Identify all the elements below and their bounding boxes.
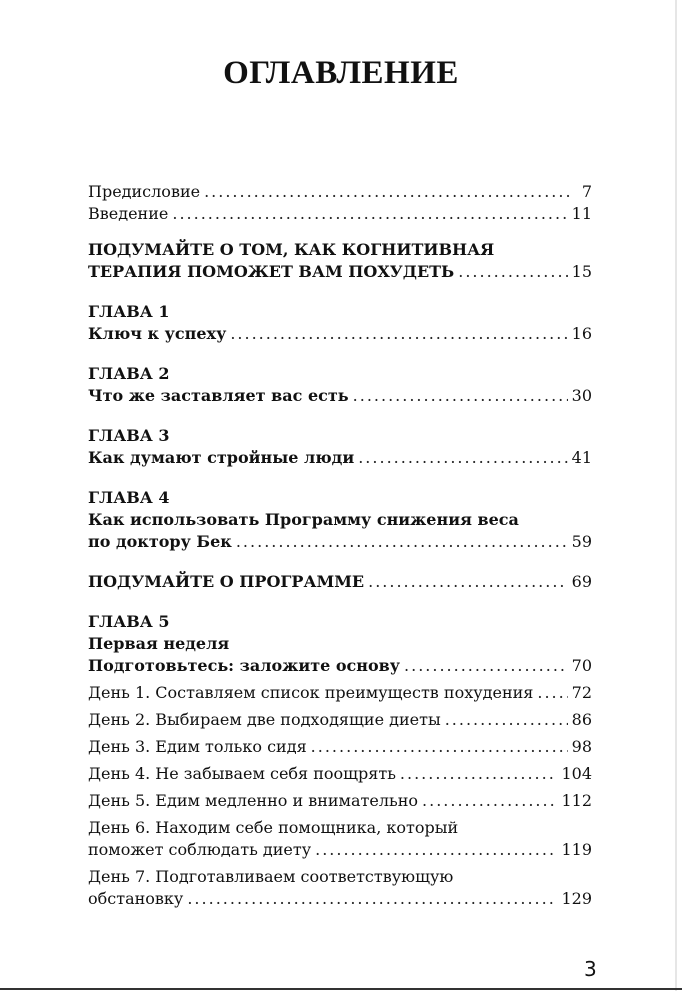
toc-entry-page: 112 <box>561 791 592 810</box>
leader-dots <box>368 571 568 593</box>
chapter-heading: ГЛАВА 1 <box>88 302 170 321</box>
toc-entry-day1 <box>88 682 592 704</box>
toc-entry-label: Введение <box>88 204 169 223</box>
toc-entry-page: 129 <box>561 889 592 908</box>
toc-entry-day3 <box>88 736 592 758</box>
toc-entry-chapter4 <box>88 531 592 553</box>
toc-entry-page: 72 <box>571 683 592 702</box>
toc-entry-page: 69 <box>571 572 592 591</box>
toc-entry-day4 <box>88 763 592 785</box>
page-edge <box>675 0 677 991</box>
leader-dots <box>230 323 567 345</box>
toc-entry-label: поможет соблюдать диету <box>88 840 312 859</box>
page-title: ОГЛАВЛЕНИЕ <box>223 55 459 91</box>
leader-dots <box>445 709 568 731</box>
toc-entry-label: День 3. Едим только сидя <box>88 737 307 756</box>
toc-entry-page: 98 <box>571 737 592 756</box>
toc-entry-line: День 7. Подготавливаем соответствующую <box>88 867 454 886</box>
toc-entry-line: День 6. Находим себе помощника, который <box>88 818 459 837</box>
toc-entry-page: 16 <box>571 324 592 343</box>
toc-entry-label: День 5. Едим медленно и внимательно <box>88 791 419 810</box>
chapter-subtitle: Первая неделя <box>88 634 230 653</box>
chapter-heading: ГЛАВА 2 <box>88 364 170 383</box>
page-number: 3 <box>584 957 597 981</box>
leader-dots <box>358 447 567 469</box>
leader-dots <box>537 682 567 704</box>
leader-dots <box>172 203 567 225</box>
leader-dots <box>204 181 572 203</box>
toc-entry-label: Подготовьтесь: заложите основу <box>88 656 401 675</box>
toc-entry-label: Предисловие <box>88 182 201 201</box>
toc-entry-day2 <box>88 709 592 731</box>
leader-dots <box>404 655 568 677</box>
leader-dots <box>187 888 557 910</box>
toc-entry-label: Как думают стройные люди <box>88 448 355 467</box>
toc-entry-page: 104 <box>561 764 592 783</box>
toc-entry-day6 <box>88 839 592 861</box>
leader-dots <box>458 261 567 283</box>
chapter-heading: ГЛАВА 4 <box>88 488 170 507</box>
toc-entry-label: ТЕРАПИЯ ПОМОЖЕТ ВАМ ПОХУДЕТЬ <box>88 262 455 281</box>
chapter-heading: ГЛАВА 3 <box>88 426 170 445</box>
table-of-contents <box>88 181 592 910</box>
toc-entry-label: День 4. Не забываем себя поощрять <box>88 764 396 783</box>
toc-entry-page: 86 <box>571 710 592 729</box>
toc-entry-chapter2 <box>88 385 592 407</box>
toc-entry-preface <box>88 181 592 203</box>
leader-dots <box>236 531 568 553</box>
toc-entry-chapter5 <box>88 655 592 677</box>
leader-dots <box>422 790 557 812</box>
toc-entry-label: Ключ к успеху <box>88 324 227 343</box>
toc-entry-label: День 2. Выбираем две подходящие диеты <box>88 710 441 729</box>
leader-dots <box>315 839 557 861</box>
toc-entry-chapter1 <box>88 323 592 345</box>
toc-entry-page: 15 <box>571 262 592 281</box>
toc-entry-day5 <box>88 790 592 812</box>
toc-entry-label: Что же заставляет вас есть <box>88 386 349 405</box>
toc-entry-part1 <box>88 261 592 283</box>
page-bottom-border <box>0 988 682 990</box>
leader-dots <box>353 385 568 407</box>
toc-entry-page: 70 <box>571 656 592 675</box>
chapter-title-line: Как использовать Программу снижения веса <box>88 510 519 529</box>
leader-dots <box>400 763 558 785</box>
toc-entry-page: 11 <box>571 204 592 223</box>
toc-entry-label: ПОДУМАЙТЕ О ПРОГРАММЕ <box>88 572 365 591</box>
toc-entry-page: 41 <box>571 448 592 467</box>
toc-entry-page: 30 <box>571 386 592 405</box>
toc-entry-chapter3 <box>88 447 592 469</box>
toc-entry-introduction <box>88 203 592 225</box>
toc-entry-page: 119 <box>561 840 592 859</box>
toc-entry-label: обстановку <box>88 889 184 908</box>
leader-dots <box>311 736 568 758</box>
part-heading-line: ПОДУМАЙТЕ О ТОМ, КАК КОГНИТИВНАЯ <box>88 240 495 259</box>
chapter-heading: ГЛАВА 5 <box>88 612 170 631</box>
toc-entry-page: 7 <box>581 182 592 201</box>
toc-entry-part2 <box>88 571 592 593</box>
toc-entry-label: День 1. Составляем список преимуществ похудения <box>88 683 534 702</box>
toc-entry-label: по доктору Бек <box>88 532 232 551</box>
toc-entry-page: 59 <box>571 532 592 551</box>
toc-entry-day7 <box>88 888 592 910</box>
